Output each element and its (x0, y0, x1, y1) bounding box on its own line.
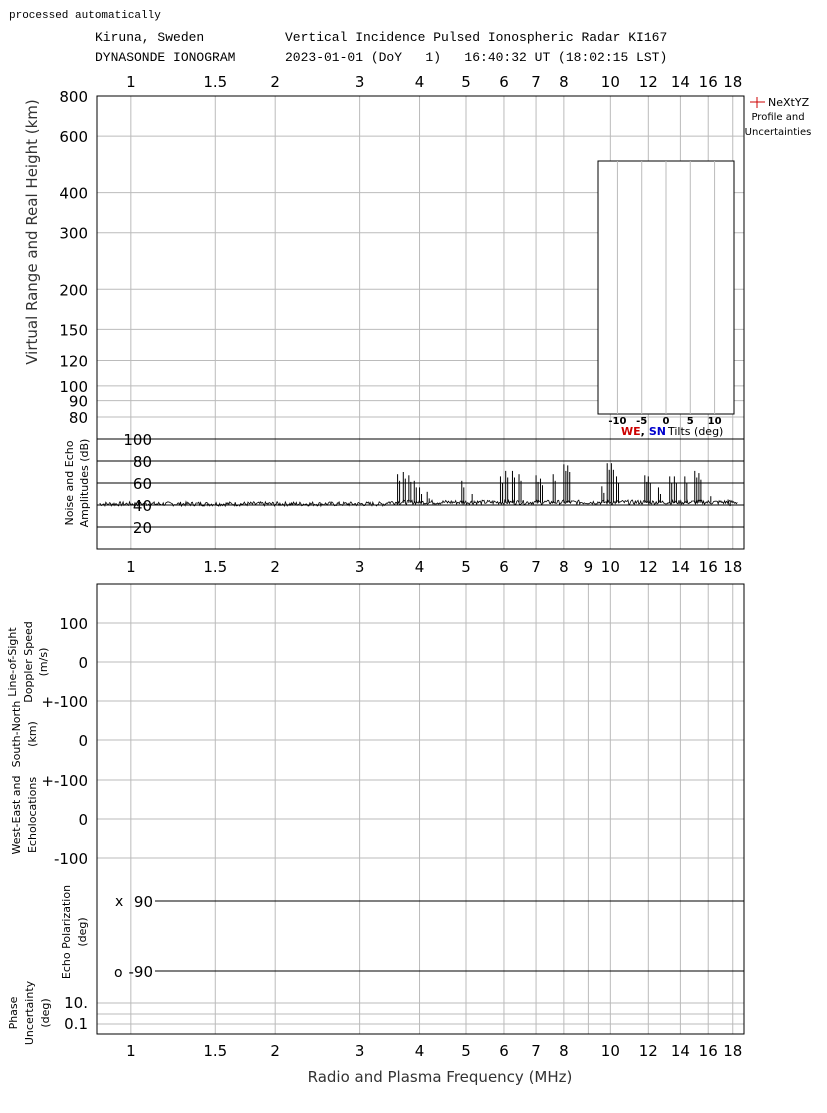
doppler-tick-label: 100 (59, 615, 88, 633)
bottom-freq-tick-label: 18 (723, 1042, 743, 1060)
mid-freq-tick-label: 5 (461, 558, 471, 576)
height-tick-label: 80 (68, 409, 88, 428)
doppler-tick-label: 0 (78, 811, 88, 829)
doppler-tick-label: 0 (78, 732, 88, 750)
height-tick-label: 150 (59, 321, 88, 340)
observation-datetime: 2023-01-01 (DoY 1) 16:40:32 UT (18:02:15 LST) (285, 50, 668, 65)
doppler-tick-label: +-100 (41, 772, 88, 790)
mid-freq-tick-label: 3 (354, 558, 365, 576)
amp-tick-label: 80 (132, 453, 152, 471)
echoloc-sn-title-2: (km) (26, 721, 39, 747)
mid-freq-tick-label: 16 (698, 558, 718, 576)
top-freq-tick-label: 18 (723, 73, 743, 91)
bottom-freq-tick-label: 2 (270, 1042, 280, 1060)
top-freq-tick-label: 1 (126, 73, 136, 91)
amp-axis-title-2: Amplitudes (dB) (78, 438, 91, 528)
doppler-title-3: (m/s) (37, 647, 50, 677)
echoloc-we-title-2: Echolocations (26, 776, 39, 854)
echoloc-we-title-1: West-East and (10, 775, 23, 855)
amp-tick-label: 20 (132, 519, 152, 537)
tilt-tick-label: 10 (707, 416, 722, 427)
bottom-freq-tick-label: 7 (531, 1042, 541, 1060)
height-tick-label: 300 (59, 224, 88, 243)
height-tick-label: 600 (59, 128, 88, 147)
amp-tick-label: 60 (132, 475, 152, 493)
legend-line3: Uncertainties (744, 127, 812, 138)
polarization-tick-label: -90 (128, 963, 153, 981)
top-freq-tick-label: 3 (354, 73, 365, 91)
amplitude-trace-layer (99, 463, 737, 506)
station-name: Kiruna, Sweden (95, 30, 205, 45)
instrument-name: Vertical Incidence Pulsed Ionospheric Radar KI167 (285, 30, 668, 45)
bottom-panel-frame (97, 584, 744, 1034)
height-axis-title: Virtual Range and Real Height (km) (23, 99, 41, 365)
mid-freq-tick-label: 7 (531, 558, 541, 576)
bottom-freq-tick-label: 1.5 (203, 1042, 228, 1060)
legend-line1: NeXtYZ (768, 96, 810, 109)
top-freq-tick-label: 5 (461, 73, 471, 91)
top-freq-tick-label: 4 (414, 73, 425, 91)
doppler-title-1: Line-of-Sight (6, 627, 19, 697)
top-freq-tick-label: 6 (499, 73, 509, 91)
bottom-freq-tick-label: 8 (559, 1042, 569, 1060)
top-freq-tick-label: 8 (559, 73, 569, 91)
amp-tick-label: 40 (132, 497, 152, 515)
top-freq-tick-label: 7 (531, 73, 541, 91)
product-name: DYNASONDE IONOGRAM (95, 50, 236, 65)
height-tick-label: 90 (68, 392, 88, 411)
mid-freq-tick-label: 1 (126, 558, 136, 576)
bottom-freq-tick-label: 4 (414, 1042, 425, 1060)
tilts-comma: , (640, 425, 645, 438)
doppler-title-2: Doppler Speed (22, 621, 35, 703)
tilt-tick-label: 0 (662, 416, 670, 427)
bottom-freq-tick-label: 10 (600, 1042, 620, 1060)
top-freq-tick-label: 2 (270, 73, 280, 91)
tilts-sn: SN (648, 425, 666, 438)
processed-note: processed automatically (9, 10, 161, 22)
bottom-freq-tick-label: 5 (461, 1042, 471, 1060)
mid-freq-tick-label: 14 (670, 558, 690, 576)
mid-freq-tick-label: 18 (723, 558, 743, 576)
bottom-freq-tick-label: 16 (698, 1042, 718, 1060)
phase-tick-label: 10. (64, 994, 88, 1012)
polarization-x-marker: x (115, 894, 124, 910)
tilt-tick-label: 5 (686, 416, 694, 427)
mid-freq-tick-label: 2 (270, 558, 280, 576)
tilt-tick-label: -10 (608, 416, 627, 427)
polarization-title-1: Echo Polarization (60, 884, 73, 980)
mid-freq-tick-label: 4 (414, 558, 425, 576)
height-tick-label: 120 (59, 352, 88, 371)
height-tick-label: 400 (59, 184, 88, 203)
phase-tick-label: 0.1 (64, 1015, 88, 1033)
height-tick-label: 200 (59, 281, 88, 300)
tilts-axis-label: Tilts (deg) (668, 425, 724, 438)
phase-title-2: Uncertainty (23, 980, 36, 1046)
bottom-freq-tick-label: 3 (354, 1042, 365, 1060)
top-freq-tick-label: 10 (600, 73, 620, 91)
top-freq-tick-label: 14 (670, 73, 690, 91)
mid-freq-tick-label: 8 (559, 558, 569, 576)
doppler-tick-label: +-100 (41, 693, 88, 711)
mid-freq-tick-label: 12 (638, 558, 658, 576)
mid-freq-tick-label: 1.5 (203, 558, 228, 576)
echoloc-sn-title-1: South-North (10, 700, 23, 768)
doppler-tick-label: -100 (53, 850, 88, 868)
amp-tick-label: 100 (123, 431, 152, 449)
tilt-tick-label: -5 (636, 416, 648, 427)
height-tick-label: 800 (59, 88, 88, 106)
mid-freq-tick-label: 6 (499, 558, 509, 576)
legend-line2: Profile and (751, 112, 805, 123)
height-tick-label: 100 (59, 377, 88, 396)
phase-title-3: (deg) (39, 998, 52, 1028)
polarization-tick-label: 90 (133, 893, 153, 911)
top-freq-tick-label: 12 (638, 73, 658, 91)
amp-axis-title-1: Noise and Echo (63, 440, 76, 526)
tilts-we-label (621, 425, 666, 438)
top-freq-tick-label: 16 (698, 73, 718, 91)
polarization-title-2: (deg) (76, 917, 89, 947)
polarization-o-marker: o (114, 965, 123, 981)
mid-freq-tick-label: 10 (600, 558, 620, 576)
bottom-freq-tick-label: 6 (499, 1042, 509, 1060)
bottom-freq-tick-label: 1 (126, 1042, 136, 1060)
x-axis-title: Radio and Plasma Frequency (MHz) (307, 1068, 573, 1086)
doppler-tick-label: 0 (78, 654, 88, 672)
mid-freq-tick-label: 9 (583, 558, 594, 576)
bottom-freq-tick-label: 12 (638, 1042, 658, 1060)
tilts-we: WE (621, 425, 641, 438)
phase-title-1: Phase (7, 996, 20, 1030)
top-freq-tick-label: 1.5 (203, 73, 228, 91)
bottom-freq-tick-label: 14 (670, 1042, 690, 1060)
